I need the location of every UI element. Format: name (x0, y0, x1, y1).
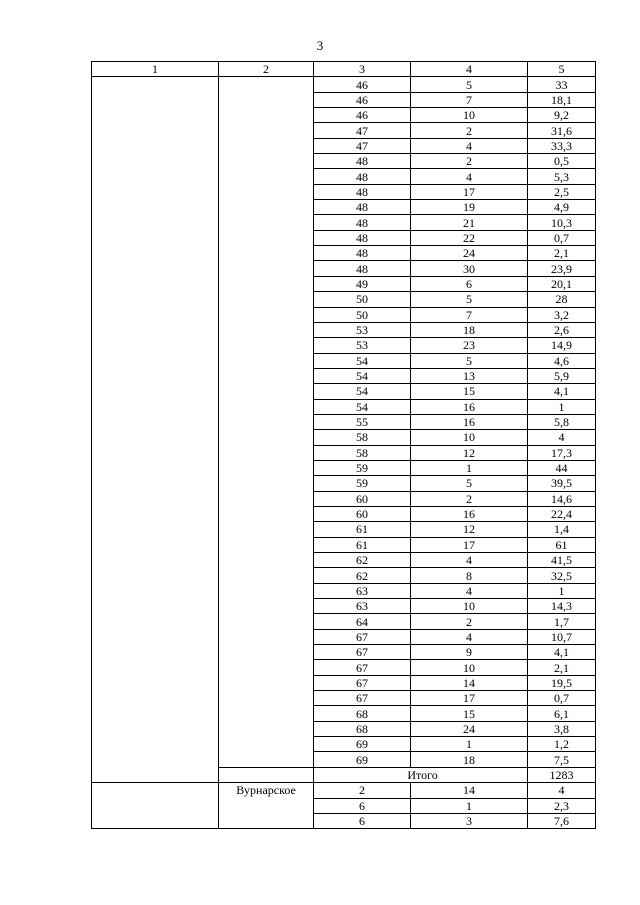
area-cell: 7,6 (528, 813, 596, 828)
plot-cell: 3 (411, 813, 528, 828)
area-cell: 2,3 (528, 798, 596, 813)
header-cell-4: 4 (411, 62, 528, 77)
plot-cell: 10 (411, 430, 528, 445)
plot-cell: 15 (411, 706, 528, 721)
quarter-cell: 47 (314, 123, 411, 138)
area-cell: 33,3 (528, 138, 596, 153)
area-cell: 4,1 (528, 384, 596, 399)
district-name: Вурнарское (219, 783, 314, 829)
quarter-cell: 48 (314, 154, 411, 169)
area-cell: 10,3 (528, 215, 596, 230)
plot-cell: 24 (411, 246, 528, 261)
area-cell: 2,1 (528, 660, 596, 675)
quarter-cell: 61 (314, 522, 411, 537)
area-cell: 1 (528, 399, 596, 414)
quarter-cell: 62 (314, 553, 411, 568)
quarter-cell: 55 (314, 414, 411, 429)
plot-cell: 30 (411, 261, 528, 276)
quarter-cell: 67 (314, 645, 411, 660)
district-cell (219, 77, 314, 767)
region-cell (92, 77, 219, 783)
header-cell-1: 1 (92, 62, 219, 77)
district-cell-empty (219, 767, 314, 782)
plot-cell: 4 (411, 583, 528, 598)
area-cell: 14,9 (528, 338, 596, 353)
area-cell: 19,5 (528, 675, 596, 690)
area-cell: 0,5 (528, 154, 596, 169)
quarter-cell: 64 (314, 614, 411, 629)
area-cell: 7,5 (528, 752, 596, 767)
area-cell: 14,3 (528, 599, 596, 614)
plot-cell: 16 (411, 414, 528, 429)
area-cell: 17,3 (528, 445, 596, 460)
area-cell: 1,4 (528, 522, 596, 537)
area-cell: 2,5 (528, 184, 596, 199)
area-cell: 41,5 (528, 553, 596, 568)
quarter-cell: 48 (314, 169, 411, 184)
quarter-cell: 53 (314, 338, 411, 353)
plot-cell: 15 (411, 384, 528, 399)
plot-cell: 13 (411, 368, 528, 383)
plot-cell: 17 (411, 537, 528, 552)
area-cell: 23,9 (528, 261, 596, 276)
area-cell: 4,6 (528, 353, 596, 368)
quarter-cell: 63 (314, 583, 411, 598)
quarter-cell: 58 (314, 445, 411, 460)
plot-cell: 10 (411, 108, 528, 123)
area-cell: 20,1 (528, 276, 596, 291)
quarter-cell: 48 (314, 215, 411, 230)
plot-cell: 5 (411, 353, 528, 368)
area-cell: 2,1 (528, 246, 596, 261)
area-cell: 5,9 (528, 368, 596, 383)
quarter-cell: 48 (314, 246, 411, 261)
quarter-cell: 67 (314, 675, 411, 690)
area-cell: 6,1 (528, 706, 596, 721)
quarter-cell: 46 (314, 92, 411, 107)
plot-cell: 14 (411, 783, 528, 798)
area-cell: 1,2 (528, 737, 596, 752)
plot-cell: 7 (411, 307, 528, 322)
table-row (92, 77, 596, 92)
plot-cell: 17 (411, 691, 528, 706)
total-value: 1283 (528, 767, 596, 782)
header-cell-5: 5 (528, 62, 596, 77)
quarter-cell: 63 (314, 599, 411, 614)
header-cell-2: 2 (219, 62, 314, 77)
table-row (92, 783, 596, 798)
quarter-cell: 67 (314, 660, 411, 675)
plot-cell: 18 (411, 752, 528, 767)
total-label: Итого (314, 767, 528, 782)
quarter-cell: 62 (314, 568, 411, 583)
plot-cell: 2 (411, 614, 528, 629)
plot-cell: 2 (411, 154, 528, 169)
quarter-cell: 67 (314, 629, 411, 644)
quarter-cell: 53 (314, 322, 411, 337)
region-cell-2 (92, 783, 219, 829)
quarter-cell: 61 (314, 537, 411, 552)
area-cell: 0,7 (528, 230, 596, 245)
quarter-cell: 48 (314, 184, 411, 199)
quarter-cell: 47 (314, 138, 411, 153)
quarter-cell: 60 (314, 491, 411, 506)
plot-cell: 9 (411, 645, 528, 660)
area-cell: 4,9 (528, 200, 596, 215)
page-number: 3 (316, 38, 324, 53)
area-cell: 4 (528, 430, 596, 445)
plot-cell: 14 (411, 675, 528, 690)
plot-cell: 10 (411, 599, 528, 614)
area-cell: 44 (528, 460, 596, 475)
area-cell: 9,2 (528, 108, 596, 123)
area-cell: 33 (528, 77, 596, 92)
plot-cell: 24 (411, 721, 528, 736)
quarter-cell: 46 (314, 77, 411, 92)
quarter-cell: 54 (314, 384, 411, 399)
quarter-cell: 68 (314, 706, 411, 721)
area-cell: 22,4 (528, 506, 596, 521)
quarter-cell: 6 (314, 798, 411, 813)
area-cell: 1,7 (528, 614, 596, 629)
quarter-cell: 48 (314, 261, 411, 276)
plot-cell: 8 (411, 568, 528, 583)
area-cell: 28 (528, 292, 596, 307)
plot-cell: 12 (411, 445, 528, 460)
plot-cell: 5 (411, 292, 528, 307)
quarter-cell: 67 (314, 691, 411, 706)
quarter-cell: 54 (314, 353, 411, 368)
plot-cell: 19 (411, 200, 528, 215)
quarter-cell: 59 (314, 476, 411, 491)
area-cell: 0,7 (528, 691, 596, 706)
quarter-cell: 59 (314, 460, 411, 475)
quarter-cell: 49 (314, 276, 411, 291)
quarter-cell: 69 (314, 737, 411, 752)
quarter-cell: 50 (314, 307, 411, 322)
quarter-cell: 50 (314, 292, 411, 307)
plot-cell: 4 (411, 169, 528, 184)
plot-cell: 17 (411, 184, 528, 199)
plot-cell: 4 (411, 138, 528, 153)
table-header-row (92, 62, 596, 77)
plot-cell: 16 (411, 399, 528, 414)
area-cell: 18,1 (528, 92, 596, 107)
quarter-cell: 2 (314, 783, 411, 798)
plot-cell: 23 (411, 338, 528, 353)
area-cell: 1 (528, 583, 596, 598)
area-cell: 2,6 (528, 322, 596, 337)
plot-cell: 7 (411, 92, 528, 107)
area-cell: 32,5 (528, 568, 596, 583)
quarter-cell: 54 (314, 399, 411, 414)
plot-cell: 4 (411, 629, 528, 644)
area-cell: 31,6 (528, 123, 596, 138)
quarter-cell: 58 (314, 430, 411, 445)
quarter-cell: 68 (314, 721, 411, 736)
area-cell: 5,8 (528, 414, 596, 429)
plot-cell: 1 (411, 798, 528, 813)
area-cell: 61 (528, 537, 596, 552)
plot-cell: 10 (411, 660, 528, 675)
plot-cell: 4 (411, 553, 528, 568)
area-cell: 5,3 (528, 169, 596, 184)
plot-cell: 22 (411, 230, 528, 245)
quarter-cell: 60 (314, 506, 411, 521)
quarter-cell: 6 (314, 813, 411, 828)
area-cell: 4,1 (528, 645, 596, 660)
plot-cell: 5 (411, 476, 528, 491)
quarter-cell: 48 (314, 230, 411, 245)
area-cell: 4 (528, 783, 596, 798)
plot-cell: 6 (411, 276, 528, 291)
plot-cell: 5 (411, 77, 528, 92)
area-cell: 3,8 (528, 721, 596, 736)
data-table (91, 61, 596, 829)
plot-cell: 16 (411, 506, 528, 521)
area-cell: 10,7 (528, 629, 596, 644)
quarter-cell: 48 (314, 200, 411, 215)
quarter-cell: 46 (314, 108, 411, 123)
area-cell: 3,2 (528, 307, 596, 322)
quarter-cell: 54 (314, 368, 411, 383)
quarter-cell: 69 (314, 752, 411, 767)
plot-cell: 2 (411, 491, 528, 506)
table-body (92, 62, 596, 829)
plot-cell: 12 (411, 522, 528, 537)
plot-cell: 1 (411, 460, 528, 475)
area-cell: 14,6 (528, 491, 596, 506)
area-cell: 39,5 (528, 476, 596, 491)
header-cell-3: 3 (314, 62, 411, 77)
plot-cell: 1 (411, 737, 528, 752)
plot-cell: 21 (411, 215, 528, 230)
plot-cell: 18 (411, 322, 528, 337)
plot-cell: 2 (411, 123, 528, 138)
